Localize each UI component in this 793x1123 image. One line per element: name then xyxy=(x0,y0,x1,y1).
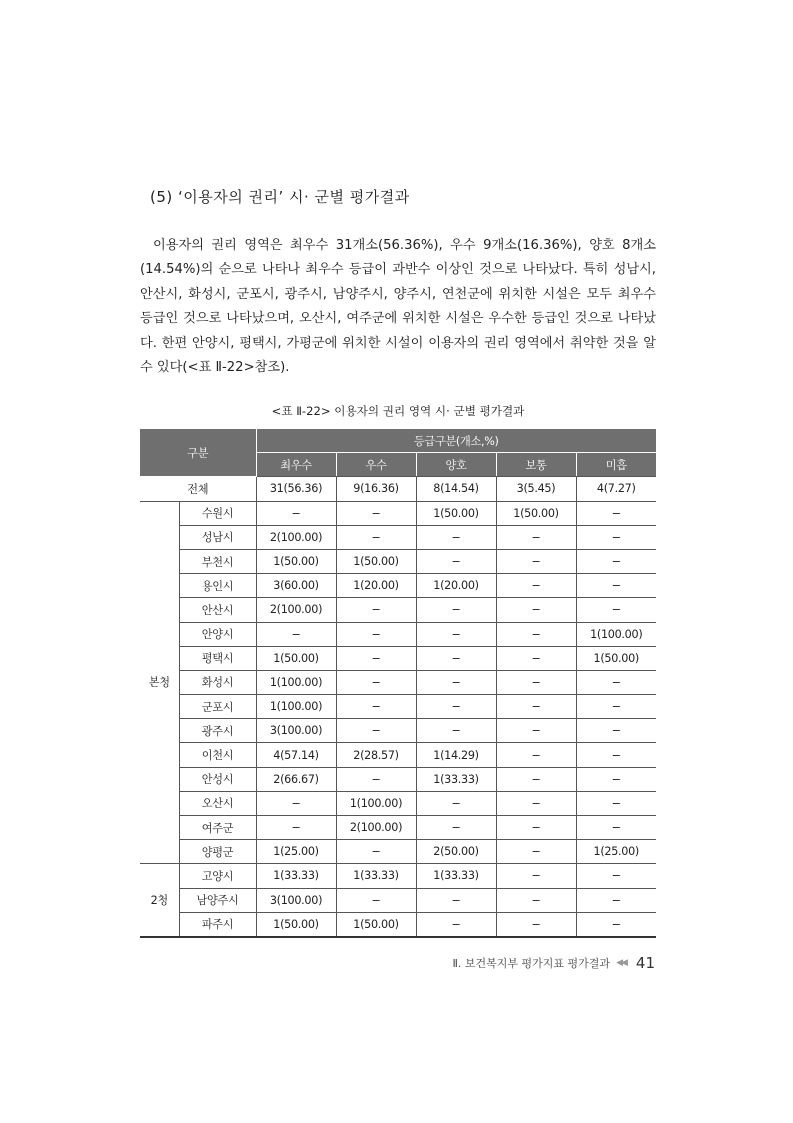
table-body xyxy=(140,477,656,937)
table-cell: − xyxy=(496,574,576,598)
table-cell: − xyxy=(576,525,656,549)
table-cell: 1(50.00) xyxy=(336,549,416,573)
evaluation-table xyxy=(140,429,656,938)
table-cell: − xyxy=(416,549,496,573)
table-cell: − xyxy=(576,719,656,743)
table-cell: 1(100.00) xyxy=(256,670,336,694)
table-cell: − xyxy=(496,743,576,767)
table-cell: − xyxy=(336,525,416,549)
region-label: 남양주시 xyxy=(179,888,256,912)
table-cell: − xyxy=(416,598,496,622)
table-cell: 1(50.00) xyxy=(336,912,416,937)
table-cell: 3(100.00) xyxy=(256,719,336,743)
table-cell: 1(33.33) xyxy=(256,864,336,888)
page-footer xyxy=(453,954,655,972)
table-row xyxy=(140,525,656,549)
table-cell: 3(5.45) xyxy=(496,477,576,501)
table-cell: − xyxy=(576,574,656,598)
footer-section-title: Ⅱ. 보건복지부 평가지표 평가결과 xyxy=(452,957,611,970)
table-cell: − xyxy=(336,695,416,719)
table-cell: 1(100.00) xyxy=(336,791,416,815)
table-cell: 1(33.33) xyxy=(416,767,496,791)
paragraph-text: 이용자의 권리 영역은 최우수 31개소(56.36%), 우수 9개소(16.36%), 양호 8개소(14.54%)의 순으로 나타나 최우수 등급이 과반수 이상인 것으로 나타났다. 특히 성남시, 안산시, 화성시, 군포시, 광주시, 남양주시, 양주시, 연천군에 위치한 시설은 모두 최우수 등급인 것으로 나타났으며, 오산시, 여주군에 위치한 시설은 우수한 등급인 것으로 나타났다. 한편 안양시, 평택시, 가평군에 위치한 시설이 이용자의 권리 영역에서 취약한 것을 알 수 있다(<표 Ⅱ-22>참조). xyxy=(140,238,656,376)
table-cell: 1(50.00) xyxy=(256,912,336,937)
table-cell: − xyxy=(336,719,416,743)
table-cell: − xyxy=(496,864,576,888)
group-label: 본청 xyxy=(140,501,179,864)
header-grade: 보통 xyxy=(496,453,576,477)
table-row xyxy=(140,646,656,670)
table-row xyxy=(140,864,656,888)
table-cell: − xyxy=(496,598,576,622)
table-row-total xyxy=(140,477,656,501)
table-cell: − xyxy=(576,695,656,719)
region-label: 양평군 xyxy=(179,840,256,864)
table-cell: 1(100.00) xyxy=(256,695,336,719)
table-cell: − xyxy=(576,501,656,525)
region-label: 고양시 xyxy=(179,864,256,888)
header-grade: 양호 xyxy=(416,453,496,477)
table-cell: − xyxy=(496,767,576,791)
header-category: 구분 xyxy=(140,429,256,477)
double-arrow-left-icon: ◀◀ xyxy=(616,958,626,968)
table-cell: − xyxy=(576,888,656,912)
table-cell: 4(7.27) xyxy=(576,477,656,501)
table-cell: − xyxy=(496,816,576,840)
table-cell: 1(20.00) xyxy=(336,574,416,598)
table-cell: 1(50.00) xyxy=(256,646,336,670)
header-grade: 우수 xyxy=(336,453,416,477)
table-cell: − xyxy=(496,622,576,646)
table-cell: − xyxy=(336,646,416,670)
region-label: 부천시 xyxy=(179,549,256,573)
region-label: 안산시 xyxy=(179,598,256,622)
table-cell: − xyxy=(496,646,576,670)
table-cell: − xyxy=(336,598,416,622)
table-cell: 2(50.00) xyxy=(416,840,496,864)
table-row xyxy=(140,501,656,525)
table-cell: − xyxy=(496,840,576,864)
page-number: 41 xyxy=(635,954,655,972)
table-cell: − xyxy=(576,864,656,888)
table-cell: − xyxy=(576,912,656,937)
table-cell: − xyxy=(576,549,656,573)
region-label: 평택시 xyxy=(179,646,256,670)
table-row xyxy=(140,695,656,719)
table-cell: − xyxy=(496,912,576,937)
region-label: 안성시 xyxy=(179,767,256,791)
header-grade-group: 등급구분(개소,%) xyxy=(256,429,656,453)
table-row xyxy=(140,743,656,767)
table-cell: 1(14.29) xyxy=(416,743,496,767)
table-cell: 31(56.36) xyxy=(256,477,336,501)
table-row xyxy=(140,719,656,743)
table-header-row xyxy=(140,429,656,453)
table-row xyxy=(140,622,656,646)
table-cell: 1(50.00) xyxy=(256,549,336,573)
table-cell: − xyxy=(256,816,336,840)
table-row xyxy=(140,888,656,912)
table-cell: − xyxy=(336,767,416,791)
table-cell: − xyxy=(496,888,576,912)
table-cell: 2(100.00) xyxy=(256,525,336,549)
table-row xyxy=(140,574,656,598)
header-grade: 최우수 xyxy=(256,453,336,477)
table-cell: − xyxy=(416,912,496,937)
region-label: 용인시 xyxy=(179,574,256,598)
table-cell: − xyxy=(576,743,656,767)
table-cell: − xyxy=(416,525,496,549)
table-cell: − xyxy=(416,791,496,815)
table-cell: − xyxy=(496,549,576,573)
table-cell: − xyxy=(416,719,496,743)
table-cell: 1(25.00) xyxy=(256,840,336,864)
table-cell: 2(66.67) xyxy=(256,767,336,791)
table-cell: − xyxy=(416,622,496,646)
region-label: 수원시 xyxy=(179,501,256,525)
table-row xyxy=(140,670,656,694)
region-label: 군포시 xyxy=(179,695,256,719)
table-cell: 1(33.33) xyxy=(336,864,416,888)
table-cell: 3(60.00) xyxy=(256,574,336,598)
table-cell: 4(57.14) xyxy=(256,743,336,767)
table-cell: − xyxy=(336,670,416,694)
region-label: 여주군 xyxy=(179,816,256,840)
table-cell: − xyxy=(576,767,656,791)
table-cell: − xyxy=(336,840,416,864)
table-cell: − xyxy=(256,622,336,646)
table-cell: − xyxy=(336,622,416,646)
region-label: 오산시 xyxy=(179,791,256,815)
table-cell: − xyxy=(496,670,576,694)
region-label: 파주시 xyxy=(179,912,256,937)
table-row xyxy=(140,840,656,864)
table-cell: 8(14.54) xyxy=(416,477,496,501)
table-cell: 2(100.00) xyxy=(256,598,336,622)
row-label: 전체 xyxy=(140,477,256,501)
table-cell: − xyxy=(416,816,496,840)
body-paragraph xyxy=(140,234,656,380)
table-cell: 1(25.00) xyxy=(576,840,656,864)
table-cell: − xyxy=(416,646,496,670)
table-cell: 3(100.00) xyxy=(256,888,336,912)
table-cell: − xyxy=(336,888,416,912)
region-label: 광주시 xyxy=(179,719,256,743)
table-row xyxy=(140,912,656,937)
table-cell: 1(50.00) xyxy=(576,646,656,670)
table-cell: − xyxy=(256,501,336,525)
table-cell: 1(100.00) xyxy=(576,622,656,646)
table-cell: 1(33.33) xyxy=(416,864,496,888)
group-label: 2청 xyxy=(140,864,179,937)
table-cell: − xyxy=(256,791,336,815)
table-cell: − xyxy=(416,888,496,912)
table-cell: − xyxy=(496,719,576,743)
table-cell: − xyxy=(416,695,496,719)
table-cell: 9(16.36) xyxy=(336,477,416,501)
section-heading: (5) ‘이용자의 권리’ 시· 군별 평가결과 xyxy=(150,188,410,206)
region-label: 성남시 xyxy=(179,525,256,549)
region-label: 안양시 xyxy=(179,622,256,646)
table-cell: − xyxy=(496,791,576,815)
table-cell: − xyxy=(336,501,416,525)
table-cell: 1(50.00) xyxy=(496,501,576,525)
table-row xyxy=(140,549,656,573)
table-cell: 1(20.00) xyxy=(416,574,496,598)
table-cell: − xyxy=(576,816,656,840)
table-cell: − xyxy=(576,598,656,622)
table-row xyxy=(140,767,656,791)
region-label: 이천시 xyxy=(179,743,256,767)
table-caption: <표 Ⅱ-22> 이용자의 권리 영역 시· 군별 평가결과 xyxy=(271,404,525,418)
table-row xyxy=(140,598,656,622)
table-row xyxy=(140,791,656,815)
table-cell: − xyxy=(576,791,656,815)
table-cell: − xyxy=(496,695,576,719)
header-grade: 미흡 xyxy=(576,453,656,477)
table-cell: 1(50.00) xyxy=(416,501,496,525)
table-cell: 2(28.57) xyxy=(336,743,416,767)
region-label: 화성시 xyxy=(179,670,256,694)
table-cell: − xyxy=(576,670,656,694)
table-cell: 2(100.00) xyxy=(336,816,416,840)
table-row xyxy=(140,816,656,840)
table-cell: − xyxy=(496,525,576,549)
table-cell: − xyxy=(416,670,496,694)
